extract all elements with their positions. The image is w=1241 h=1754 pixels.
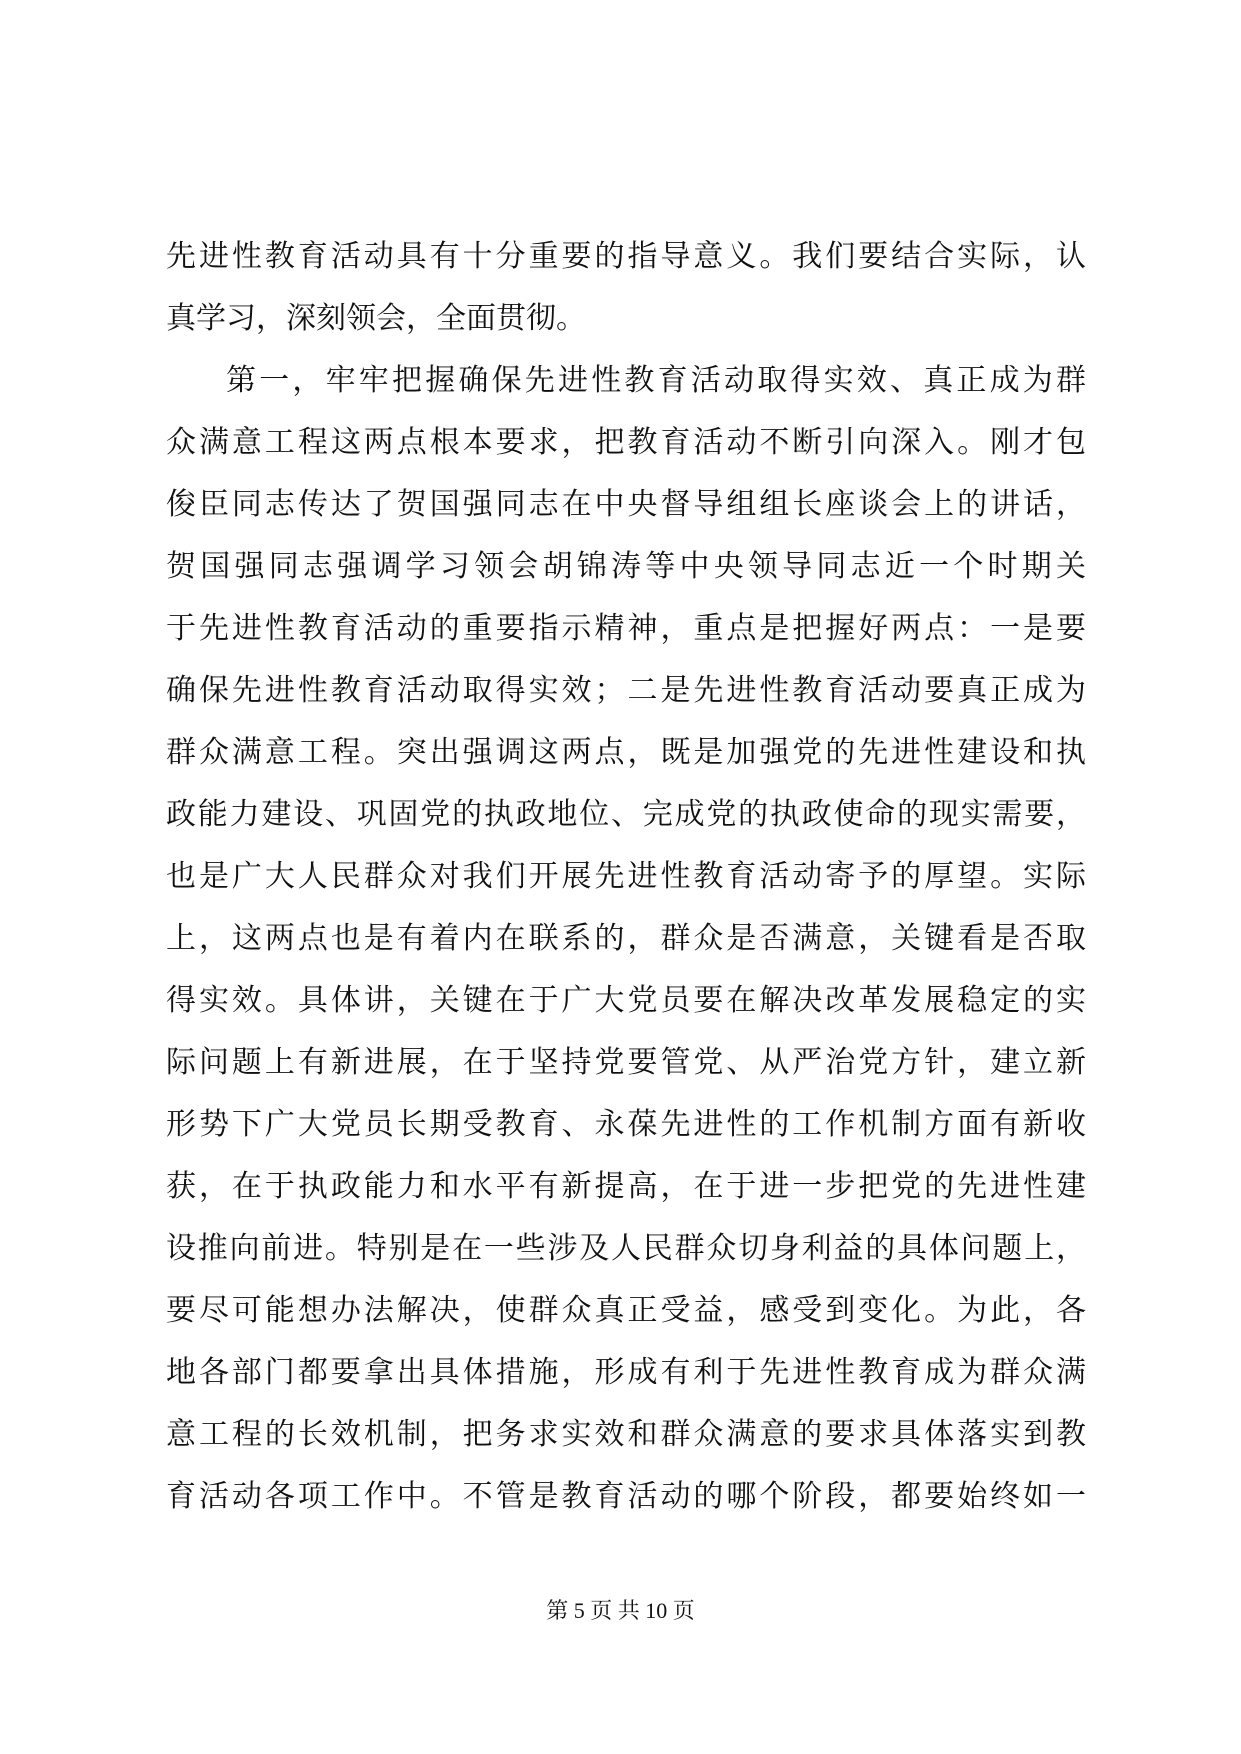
document-body xyxy=(166,226,1086,1528)
text-line: 真学习，深刻领会，全面贯彻。 xyxy=(166,301,586,336)
text-line: 第一，牢牢把握确保先进性教育活动取得实效、真正成为群 xyxy=(226,363,1086,398)
text-line: 贺国强同志强调学习领会胡锦涛等中央领导同志近一个时期关 xyxy=(166,549,1086,584)
text-line: 要尽可能想办法解决，使群众真正受益，感受到变化。为此，各 xyxy=(166,1293,1086,1328)
text-line: 得实效。具体讲，关键在于广大党员要在解决改革发展稳定的实 xyxy=(166,983,1086,1018)
text-line: 地各部门都要拿出具体措施，形成有利于先进性教育成为群众满 xyxy=(166,1355,1086,1390)
text-line: 育活动各项工作中。不管是教育活动的哪个阶段，都要始终如一 xyxy=(166,1479,1086,1514)
text-line: 设推向前进。特别是在一些涉及人民群众切身利益的具体问题上， xyxy=(166,1231,1086,1266)
text-line: 意工程的长效机制，把务求实效和群众满意的要求具体落实到教 xyxy=(166,1417,1086,1452)
text-line: 也是广大人民群众对我们开展先进性教育活动寄予的厚望。实际 xyxy=(166,859,1086,894)
text-line: 于先进性教育活动的重要指示精神，重点是把握好两点：一是要 xyxy=(166,611,1086,646)
text-line: 先进性教育活动具有十分重要的指导意义。我们要结合实际，认 xyxy=(166,239,1086,274)
text-line: 确保先进性教育活动取得实效；二是先进性教育活动要真正成为 xyxy=(166,673,1086,708)
text-line: 际问题上有新进展，在于坚持党要管党、从严治党方针，建立新 xyxy=(166,1045,1086,1080)
text-line: 俊臣同志传达了贺国强同志在中央督导组组长座谈会上的讲话， xyxy=(166,487,1086,522)
text-line: 众满意工程这两点根本要求，把教育活动不断引向深入。刚才包 xyxy=(166,425,1086,460)
text-line: 上，这两点也是有着内在联系的，群众是否满意，关键看是否取 xyxy=(166,921,1086,956)
text-line: 群众满意工程。突出强调这两点，既是加强党的先进性建设和执 xyxy=(166,735,1086,770)
text-line: 形势下广大党员长期受教育、永葆先进性的工作机制方面有新收 xyxy=(166,1107,1086,1142)
text-line: 获，在于执政能力和水平有新提高，在于进一步把党的先进性建 xyxy=(166,1169,1086,1204)
page-number-footer: 第 5 页 共 10 页 xyxy=(546,1598,695,1623)
text-line: 政能力建设、巩固党的执政地位、完成党的执政使命的现实需要， xyxy=(166,797,1086,832)
